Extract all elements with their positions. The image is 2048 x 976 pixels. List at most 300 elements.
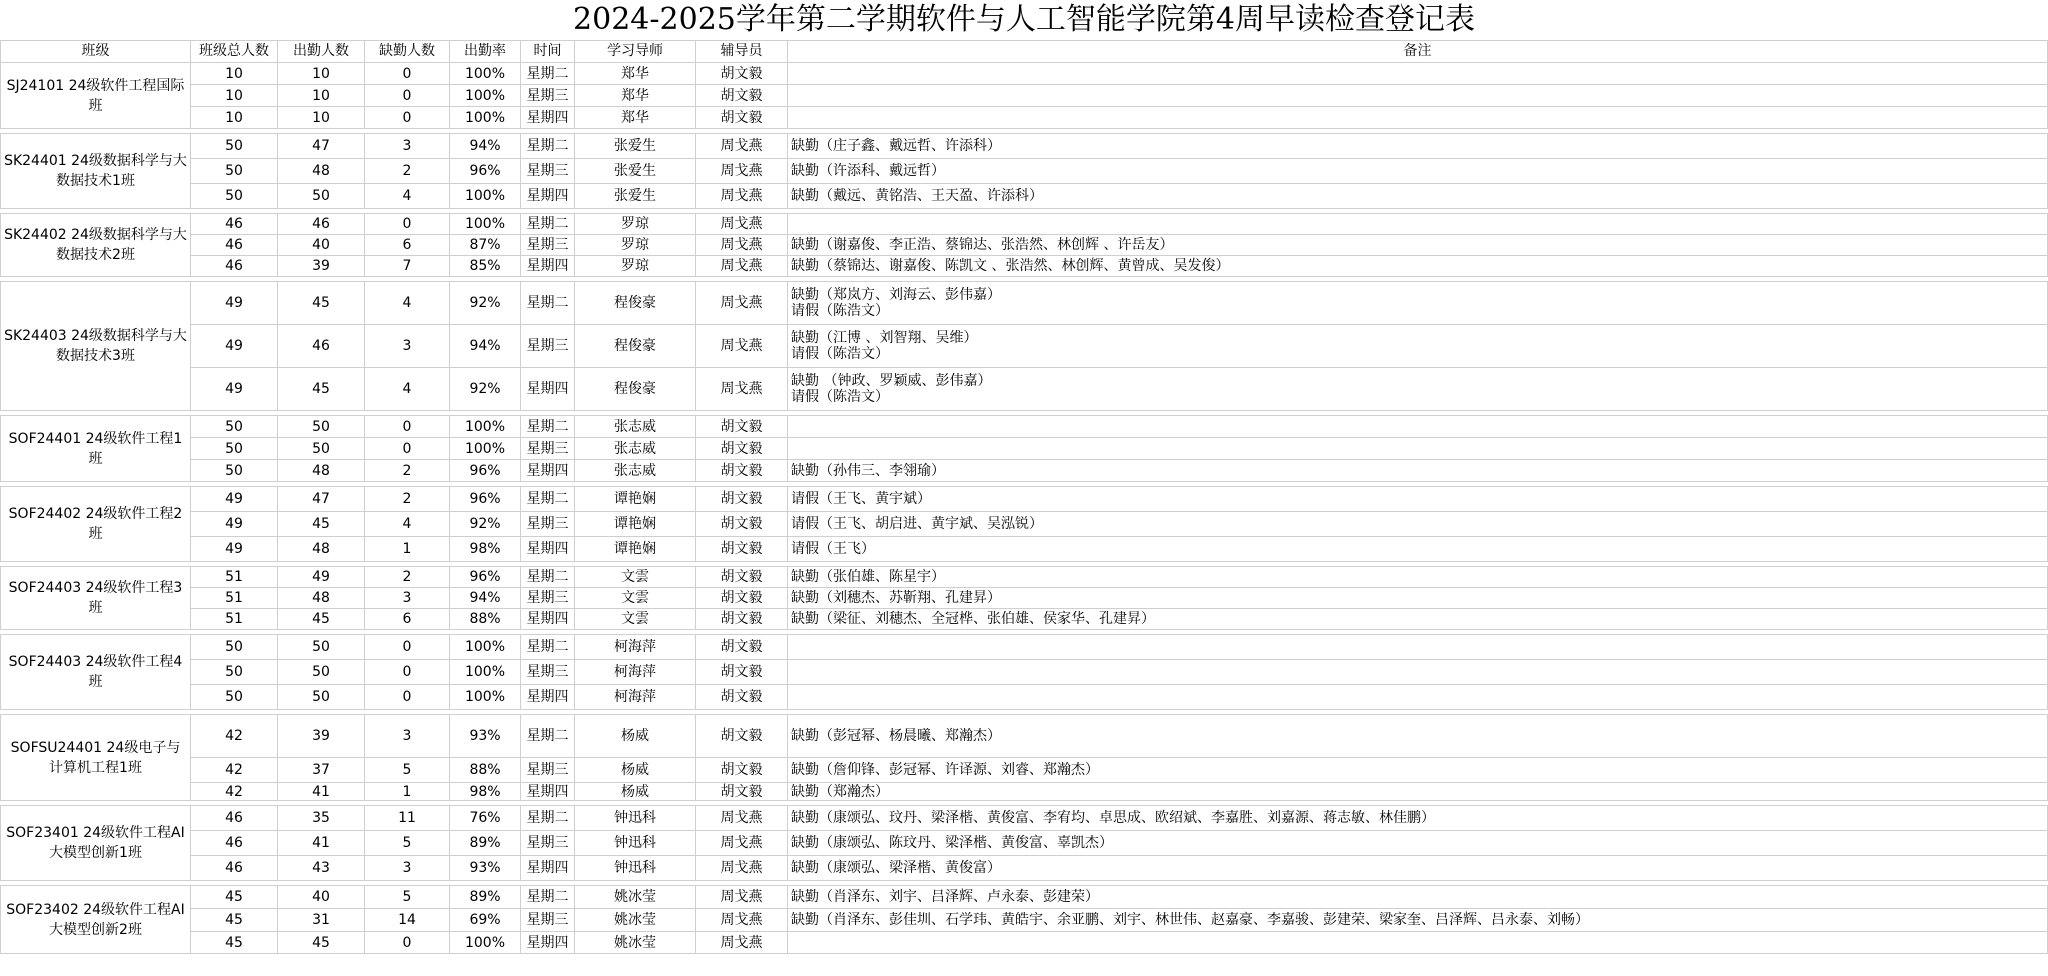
header-col-day[interactable]: 时间 (521, 41, 575, 63)
cell-day[interactable]: 星期二 (521, 134, 575, 159)
cell-day[interactable]: 星期二 (521, 487, 575, 512)
cell-counselor[interactable]: 周戈燕 (696, 256, 788, 277)
cell-day[interactable]: 星期三 (521, 660, 575, 685)
cell-present[interactable]: 45 (278, 932, 365, 954)
cell-present[interactable]: 48 (278, 460, 365, 482)
cell-counselor[interactable]: 胡文毅 (696, 63, 788, 85)
cell-total[interactable]: 49 (191, 325, 278, 368)
cell-absent[interactable]: 0 (365, 932, 450, 954)
cell-present[interactable]: 47 (278, 487, 365, 512)
cell-counselor[interactable]: 胡文毅 (696, 660, 788, 685)
cell-present[interactable]: 50 (278, 635, 365, 660)
cell-rate[interactable]: 100% (450, 685, 521, 710)
cell-rate[interactable]: 100% (450, 214, 521, 235)
cell-absent[interactable]: 7 (365, 256, 450, 277)
cell-present[interactable]: 48 (278, 537, 365, 562)
cell-absent[interactable]: 3 (365, 588, 450, 609)
cell-present[interactable]: 50 (278, 660, 365, 685)
cell-total[interactable]: 46 (191, 256, 278, 277)
class-name-cell[interactable]: SK24403 24级数据科学与大数据技术3班 (1, 282, 191, 411)
table-row (1, 235, 2048, 256)
cell-mentor[interactable]: 杨威 (575, 783, 696, 801)
cell-rate[interactable]: 96% (450, 487, 521, 512)
cell-present[interactable]: 45 (278, 512, 365, 537)
cell-mentor[interactable]: 程俊豪 (575, 368, 696, 411)
cell-counselor[interactable]: 胡文毅 (696, 537, 788, 562)
cell-counselor[interactable]: 胡文毅 (696, 107, 788, 129)
cell-absent[interactable]: 0 (365, 438, 450, 460)
table-row (1, 107, 2048, 129)
class-name-cell[interactable]: SOF23401 24级软件工程AI大模型创新1班 (1, 806, 191, 881)
cell-day[interactable]: 星期二 (521, 806, 575, 831)
cell-present[interactable]: 10 (278, 107, 365, 129)
attendance-table (0, 40, 2048, 954)
table-row (1, 438, 2048, 460)
cell-day[interactable]: 星期三 (521, 512, 575, 537)
header-col-total[interactable]: 班级总人数 (191, 41, 278, 63)
cell-total[interactable]: 46 (191, 856, 278, 881)
cell-rate[interactable]: 100% (450, 107, 521, 129)
cell-mentor[interactable]: 张爱生 (575, 184, 696, 209)
cell-counselor[interactable]: 周戈燕 (696, 235, 788, 256)
cell-rate[interactable]: 92% (450, 368, 521, 411)
cell-total[interactable]: 46 (191, 214, 278, 235)
cell-absent[interactable]: 3 (365, 715, 450, 758)
header-col-mentor[interactable]: 学习导师 (575, 41, 696, 63)
cell-day[interactable]: 星期二 (521, 886, 575, 909)
cell-day[interactable]: 星期四 (521, 368, 575, 411)
cell-absent[interactable]: 2 (365, 487, 450, 512)
cell-day[interactable]: 星期二 (521, 635, 575, 660)
cell-counselor[interactable]: 胡文毅 (696, 635, 788, 660)
cell-total[interactable]: 45 (191, 932, 278, 954)
cell-present[interactable]: 50 (278, 438, 365, 460)
table-row (1, 537, 2048, 562)
cell-mentor[interactable]: 文雲 (575, 609, 696, 630)
cell-mentor[interactable]: 罗琼 (575, 235, 696, 256)
header-col-class[interactable]: 班级 (1, 41, 191, 63)
cell-total[interactable]: 46 (191, 235, 278, 256)
cell-day[interactable]: 星期四 (521, 856, 575, 881)
cell-note[interactable]: 缺勤（郑岚方、刘海云、彭伟嘉） 请假（陈浩文） (788, 282, 2048, 325)
cell-rate[interactable]: 100% (450, 635, 521, 660)
cell-total[interactable]: 42 (191, 783, 278, 801)
cell-rate[interactable]: 100% (450, 438, 521, 460)
cell-absent[interactable]: 0 (365, 685, 450, 710)
cell-rate[interactable]: 93% (450, 856, 521, 881)
cell-present[interactable]: 46 (278, 214, 365, 235)
cell-note[interactable] (788, 660, 2048, 685)
cell-day[interactable]: 星期三 (521, 909, 575, 932)
cell-absent[interactable]: 6 (365, 235, 450, 256)
cell-rate[interactable]: 100% (450, 416, 521, 438)
cell-day[interactable]: 星期三 (521, 758, 575, 783)
cell-mentor[interactable]: 文雲 (575, 567, 696, 588)
cell-absent[interactable]: 0 (365, 660, 450, 685)
cell-mentor[interactable]: 杨威 (575, 758, 696, 783)
cell-rate[interactable]: 94% (450, 134, 521, 159)
cell-note[interactable]: 请假（王飞、黄宇斌） (788, 487, 2048, 512)
cell-present[interactable]: 10 (278, 63, 365, 85)
cell-note[interactable] (788, 214, 2048, 235)
cell-counselor[interactable]: 周戈燕 (696, 886, 788, 909)
cell-note[interactable]: 缺勤（康颂弘、陈玟丹、梁泽楷、黄俊富、辜凯杰） (788, 831, 2048, 856)
cell-present[interactable]: 45 (278, 282, 365, 325)
cell-counselor[interactable]: 周戈燕 (696, 909, 788, 932)
cell-absent[interactable]: 0 (365, 85, 450, 107)
cell-absent[interactable]: 4 (365, 368, 450, 411)
cell-note[interactable] (788, 107, 2048, 129)
cell-rate[interactable]: 100% (450, 660, 521, 685)
cell-counselor[interactable]: 胡文毅 (696, 460, 788, 482)
cell-note[interactable]: 缺勤（许添科、戴远哲） (788, 159, 2048, 184)
cell-mentor[interactable]: 谭艳娴 (575, 512, 696, 537)
cell-counselor[interactable]: 胡文毅 (696, 416, 788, 438)
cell-absent[interactable]: 2 (365, 460, 450, 482)
cell-absent[interactable]: 11 (365, 806, 450, 831)
cell-total[interactable]: 50 (191, 416, 278, 438)
sheet-title: 2024-2025学年第二学期软件与人工智能学院第4周早读检查登记表 (573, 2, 1475, 37)
cell-counselor[interactable]: 胡文毅 (696, 715, 788, 758)
cell-counselor[interactable]: 周戈燕 (696, 184, 788, 209)
cell-note[interactable]: 缺勤（江博 、刘智翔、吴维） 请假（陈浩文） (788, 325, 2048, 368)
cell-mentor[interactable]: 柯海萍 (575, 635, 696, 660)
cell-mentor[interactable]: 谭艳娴 (575, 487, 696, 512)
cell-rate[interactable]: 87% (450, 235, 521, 256)
table-row (1, 588, 2048, 609)
class-name-cell[interactable]: SOFSU24401 24级电子与计算机工程1班 (1, 715, 191, 801)
cell-total[interactable]: 51 (191, 609, 278, 630)
table-row (1, 758, 2048, 783)
cell-note[interactable]: 缺勤（康颂弘、玟丹、梁泽楷、黄俊富、李宥均、卓思成、欧绍斌、李嘉胜、刘嘉源、蒋志敏、林佳鹏） (788, 806, 2048, 831)
cell-absent[interactable]: 3 (365, 325, 450, 368)
cell-note[interactable]: 缺勤（谢嘉俊、李正浩、蔡锦达、张浩然、林创辉 、许岳友） (788, 235, 2048, 256)
cell-rate[interactable]: 94% (450, 588, 521, 609)
cell-day[interactable]: 星期三 (521, 159, 575, 184)
cell-present[interactable]: 48 (278, 159, 365, 184)
cell-rate[interactable]: 88% (450, 758, 521, 783)
cell-counselor[interactable]: 胡文毅 (696, 685, 788, 710)
cell-day[interactable]: 星期二 (521, 416, 575, 438)
table-row (1, 512, 2048, 537)
cell-note[interactable]: 缺勤（庄子鑫、戴远哲、许添科） (788, 134, 2048, 159)
cell-present[interactable]: 35 (278, 806, 365, 831)
cell-present[interactable]: 46 (278, 325, 365, 368)
cell-note[interactable]: 缺勤（蔡锦达、谢嘉俊、陈凯文 、张浩然、林创辉、黄曾成、吴发俊） (788, 256, 2048, 277)
cell-total[interactable]: 49 (191, 487, 278, 512)
cell-rate[interactable]: 98% (450, 783, 521, 801)
cell-rate[interactable]: 89% (450, 831, 521, 856)
cell-day[interactable]: 星期四 (521, 783, 575, 801)
cell-note[interactable] (788, 438, 2048, 460)
cell-counselor[interactable]: 胡文毅 (696, 783, 788, 801)
cell-present[interactable]: 43 (278, 856, 365, 881)
cell-rate[interactable]: 69% (450, 909, 521, 932)
cell-present[interactable]: 40 (278, 235, 365, 256)
cell-counselor[interactable]: 胡文毅 (696, 487, 788, 512)
cell-day[interactable]: 星期二 (521, 63, 575, 85)
cell-rate[interactable]: 92% (450, 512, 521, 537)
cell-total[interactable]: 49 (191, 512, 278, 537)
table-row (1, 715, 2048, 758)
cell-absent[interactable]: 2 (365, 159, 450, 184)
cell-note[interactable] (788, 685, 2048, 710)
header-col-note[interactable]: 备注 (788, 41, 2048, 63)
cell-mentor[interactable]: 柯海萍 (575, 685, 696, 710)
class-name-cell[interactable]: SOF24402 24级软件工程2班 (1, 487, 191, 562)
cell-mentor[interactable]: 谭艳娴 (575, 537, 696, 562)
cell-total[interactable]: 51 (191, 567, 278, 588)
class-name-cell[interactable]: SOF24403 24级软件工程3班 (1, 567, 191, 630)
cell-present[interactable]: 10 (278, 85, 365, 107)
cell-present[interactable]: 49 (278, 567, 365, 588)
cell-day[interactable]: 星期二 (521, 214, 575, 235)
cell-note[interactable]: 缺勤（肖泽东、刘宇、吕泽辉、卢永泰、彭建荣） (788, 886, 2048, 909)
cell-total[interactable]: 50 (191, 134, 278, 159)
cell-note[interactable]: 缺勤（郑瀚杰） (788, 783, 2048, 801)
cell-mentor[interactable]: 程俊豪 (575, 325, 696, 368)
cell-present[interactable]: 48 (278, 588, 365, 609)
cell-total[interactable]: 45 (191, 909, 278, 932)
class-name-cell[interactable]: SJ24101 24级软件工程国际班 (1, 63, 191, 129)
cell-total[interactable]: 46 (191, 806, 278, 831)
cell-mentor[interactable]: 张志威 (575, 438, 696, 460)
cell-rate[interactable]: 98% (450, 537, 521, 562)
cell-note[interactable] (788, 932, 2048, 954)
cell-counselor[interactable]: 周戈燕 (696, 282, 788, 325)
cell-note[interactable] (788, 85, 2048, 107)
cell-total[interactable]: 42 (191, 758, 278, 783)
cell-rate[interactable]: 96% (450, 460, 521, 482)
cell-note[interactable]: 缺勤（梁征、刘穗杰、全冠桦、张伯雄、侯家华、孔建昇） (788, 609, 2048, 630)
cell-mentor[interactable]: 郑华 (575, 63, 696, 85)
cell-counselor[interactable]: 胡文毅 (696, 758, 788, 783)
cell-total[interactable]: 10 (191, 85, 278, 107)
cell-day[interactable]: 星期三 (521, 438, 575, 460)
header-col-rate[interactable]: 出勤率 (450, 41, 521, 63)
cell-mentor[interactable]: 张爱生 (575, 159, 696, 184)
cell-rate[interactable]: 100% (450, 63, 521, 85)
cell-mentor[interactable]: 柯海萍 (575, 660, 696, 685)
cell-mentor[interactable]: 杨威 (575, 715, 696, 758)
cell-counselor[interactable]: 胡文毅 (696, 567, 788, 588)
cell-absent[interactable]: 5 (365, 886, 450, 909)
cell-absent[interactable]: 14 (365, 909, 450, 932)
table-row (1, 886, 2048, 909)
cell-counselor[interactable]: 胡文毅 (696, 85, 788, 107)
cell-counselor[interactable]: 周戈燕 (696, 932, 788, 954)
cell-rate[interactable]: 93% (450, 715, 521, 758)
cell-total[interactable]: 46 (191, 831, 278, 856)
cell-note[interactable]: 缺勤（刘穗杰、苏靳翔、孔建昇） (788, 588, 2048, 609)
cell-counselor[interactable]: 周戈燕 (696, 214, 788, 235)
cell-mentor[interactable]: 张志威 (575, 460, 696, 482)
cell-mentor[interactable]: 程俊豪 (575, 282, 696, 325)
table-row (1, 783, 2048, 801)
cell-present[interactable]: 31 (278, 909, 365, 932)
cell-absent[interactable]: 3 (365, 134, 450, 159)
cell-absent[interactable]: 1 (365, 537, 450, 562)
cell-mentor[interactable]: 郑华 (575, 85, 696, 107)
cell-day[interactable]: 星期四 (521, 460, 575, 482)
table-row (1, 487, 2048, 512)
cell-absent[interactable]: 4 (365, 512, 450, 537)
cell-counselor[interactable]: 周戈燕 (696, 134, 788, 159)
cell-day[interactable]: 星期三 (521, 85, 575, 107)
cell-mentor[interactable]: 姚冰莹 (575, 932, 696, 954)
cell-rate[interactable]: 96% (450, 567, 521, 588)
cell-day[interactable]: 星期四 (521, 609, 575, 630)
cell-rate[interactable]: 92% (450, 282, 521, 325)
cell-total[interactable]: 50 (191, 685, 278, 710)
cell-mentor[interactable]: 姚冰莹 (575, 909, 696, 932)
cell-counselor[interactable]: 周戈燕 (696, 806, 788, 831)
cell-mentor[interactable]: 罗琼 (575, 214, 696, 235)
cell-rate[interactable]: 100% (450, 85, 521, 107)
cell-note[interactable]: 缺勤（戴远、黄铭浩、王天盈、许添科） (788, 184, 2048, 209)
cell-present[interactable]: 50 (278, 685, 365, 710)
cell-total[interactable]: 10 (191, 63, 278, 85)
cell-mentor[interactable]: 郑华 (575, 107, 696, 129)
cell-note[interactable] (788, 63, 2048, 85)
cell-absent[interactable]: 0 (365, 416, 450, 438)
cell-rate[interactable]: 94% (450, 325, 521, 368)
cell-total[interactable]: 42 (191, 715, 278, 758)
cell-mentor[interactable]: 钟迅科 (575, 856, 696, 881)
cell-rate[interactable]: 85% (450, 256, 521, 277)
cell-counselor[interactable]: 胡文毅 (696, 588, 788, 609)
cell-present[interactable]: 40 (278, 886, 365, 909)
cell-note[interactable]: 缺勤（康颂弘、梁泽楷、黄俊富） (788, 856, 2048, 881)
cell-absent[interactable]: 0 (365, 107, 450, 129)
cell-total[interactable]: 49 (191, 537, 278, 562)
class-name-cell[interactable]: SK24402 24级数据科学与大数据技术2班 (1, 214, 191, 277)
cell-note[interactable]: 请假（王飞、胡启进、黄宇斌、吴泓锐） (788, 512, 2048, 537)
cell-day[interactable]: 星期三 (521, 831, 575, 856)
cell-day[interactable]: 星期四 (521, 256, 575, 277)
cell-present[interactable]: 39 (278, 256, 365, 277)
cell-note[interactable]: 缺勤 （钟政、罗颖威、彭伟嘉） 请假（陈浩文） (788, 368, 2048, 411)
class-name-cell[interactable]: SOF24401 24级软件工程1班 (1, 416, 191, 482)
cell-total[interactable]: 50 (191, 635, 278, 660)
cell-total[interactable]: 10 (191, 107, 278, 129)
cell-day[interactable]: 星期四 (521, 107, 575, 129)
cell-day[interactable]: 星期二 (521, 715, 575, 758)
cell-mentor[interactable]: 钟迅科 (575, 806, 696, 831)
cell-day[interactable]: 星期四 (521, 932, 575, 954)
cell-note[interactable] (788, 635, 2048, 660)
cell-note[interactable]: 缺勤（孙伟三、李翎瑜） (788, 460, 2048, 482)
cell-counselor[interactable]: 周戈燕 (696, 368, 788, 411)
table-row (1, 685, 2048, 710)
cell-mentor[interactable]: 文雲 (575, 588, 696, 609)
cell-present[interactable]: 47 (278, 134, 365, 159)
cell-present[interactable]: 45 (278, 609, 365, 630)
cell-counselor[interactable]: 周戈燕 (696, 159, 788, 184)
cell-absent[interactable]: 6 (365, 609, 450, 630)
cell-absent[interactable]: 4 (365, 282, 450, 325)
cell-absent[interactable]: 4 (365, 184, 450, 209)
cell-total[interactable]: 50 (191, 438, 278, 460)
cell-day[interactable]: 星期三 (521, 235, 575, 256)
cell-day[interactable]: 星期二 (521, 282, 575, 325)
cell-absent[interactable]: 2 (365, 567, 450, 588)
cell-total[interactable]: 50 (191, 159, 278, 184)
cell-present[interactable]: 50 (278, 184, 365, 209)
cell-note[interactable]: 缺勤（肖泽东、彭佳圳、石学玮、黄皓宇、余亚鹏、刘宇、林世伟、赵嘉豪、李嘉骏、彭建荣、梁家奎、吕泽辉、吕永泰、刘畅） (788, 909, 2048, 932)
cell-absent[interactable]: 5 (365, 758, 450, 783)
cell-rate[interactable]: 88% (450, 609, 521, 630)
cell-present[interactable]: 50 (278, 416, 365, 438)
cell-present[interactable]: 41 (278, 783, 365, 801)
cell-note[interactable] (788, 416, 2048, 438)
cell-rate[interactable]: 89% (450, 886, 521, 909)
cell-present[interactable]: 41 (278, 831, 365, 856)
cell-counselor[interactable]: 周戈燕 (696, 325, 788, 368)
cell-total[interactable]: 50 (191, 184, 278, 209)
class-name-cell[interactable]: SOF23402 24级软件工程AI大模型创新2班 (1, 886, 191, 954)
header-col-absent[interactable]: 缺勤人数 (365, 41, 450, 63)
cell-total[interactable]: 49 (191, 282, 278, 325)
cell-counselor[interactable]: 周戈燕 (696, 856, 788, 881)
table-row (1, 856, 2048, 881)
cell-day[interactable]: 星期三 (521, 588, 575, 609)
header-col-counselor[interactable]: 辅导员 (696, 41, 788, 63)
cell-counselor[interactable]: 胡文毅 (696, 512, 788, 537)
cell-rate[interactable]: 96% (450, 159, 521, 184)
cell-note[interactable]: 缺勤（彭冠幂、杨晨曦、郑瀚杰） (788, 715, 2048, 758)
cell-day[interactable]: 星期四 (521, 685, 575, 710)
cell-day[interactable]: 星期三 (521, 325, 575, 368)
class-name-cell[interactable]: SK24401 24级数据科学与大数据技术1班 (1, 134, 191, 209)
cell-absent[interactable]: 5 (365, 831, 450, 856)
cell-counselor[interactable]: 胡文毅 (696, 609, 788, 630)
cell-mentor[interactable]: 罗琼 (575, 256, 696, 277)
cell-total[interactable]: 50 (191, 460, 278, 482)
header-col-present[interactable]: 出勤人数 (278, 41, 365, 63)
cell-mentor[interactable]: 姚冰莹 (575, 886, 696, 909)
cell-mentor[interactable]: 张志威 (575, 416, 696, 438)
cell-mentor[interactable]: 张爱生 (575, 134, 696, 159)
cell-day[interactable]: 星期四 (521, 537, 575, 562)
cell-note[interactable]: 缺勤（张伯雄、陈星宇） (788, 567, 2048, 588)
cell-total[interactable]: 50 (191, 660, 278, 685)
cell-rate[interactable]: 76% (450, 806, 521, 831)
cell-present[interactable]: 39 (278, 715, 365, 758)
cell-mentor[interactable]: 钟迅科 (575, 831, 696, 856)
cell-rate[interactable]: 100% (450, 932, 521, 954)
cell-total[interactable]: 45 (191, 886, 278, 909)
cell-counselor[interactable]: 周戈燕 (696, 831, 788, 856)
cell-present[interactable]: 37 (278, 758, 365, 783)
cell-rate[interactable]: 100% (450, 184, 521, 209)
cell-note[interactable]: 请假（王飞） (788, 537, 2048, 562)
cell-present[interactable]: 45 (278, 368, 365, 411)
cell-total[interactable]: 49 (191, 368, 278, 411)
cell-counselor[interactable]: 胡文毅 (696, 438, 788, 460)
cell-absent[interactable]: 3 (365, 856, 450, 881)
cell-absent[interactable]: 0 (365, 63, 450, 85)
cell-day[interactable]: 星期二 (521, 567, 575, 588)
class-name-cell[interactable]: SOF24403 24级软件工程4班 (1, 635, 191, 710)
cell-note[interactable]: 缺勤（詹仰锋、彭冠幂、许译源、刘睿、郑瀚杰） (788, 758, 2048, 783)
cell-total[interactable]: 51 (191, 588, 278, 609)
cell-absent[interactable]: 0 (365, 214, 450, 235)
cell-day[interactable]: 星期四 (521, 184, 575, 209)
table-row (1, 368, 2048, 411)
cell-absent[interactable]: 0 (365, 635, 450, 660)
cell-absent[interactable]: 1 (365, 783, 450, 801)
